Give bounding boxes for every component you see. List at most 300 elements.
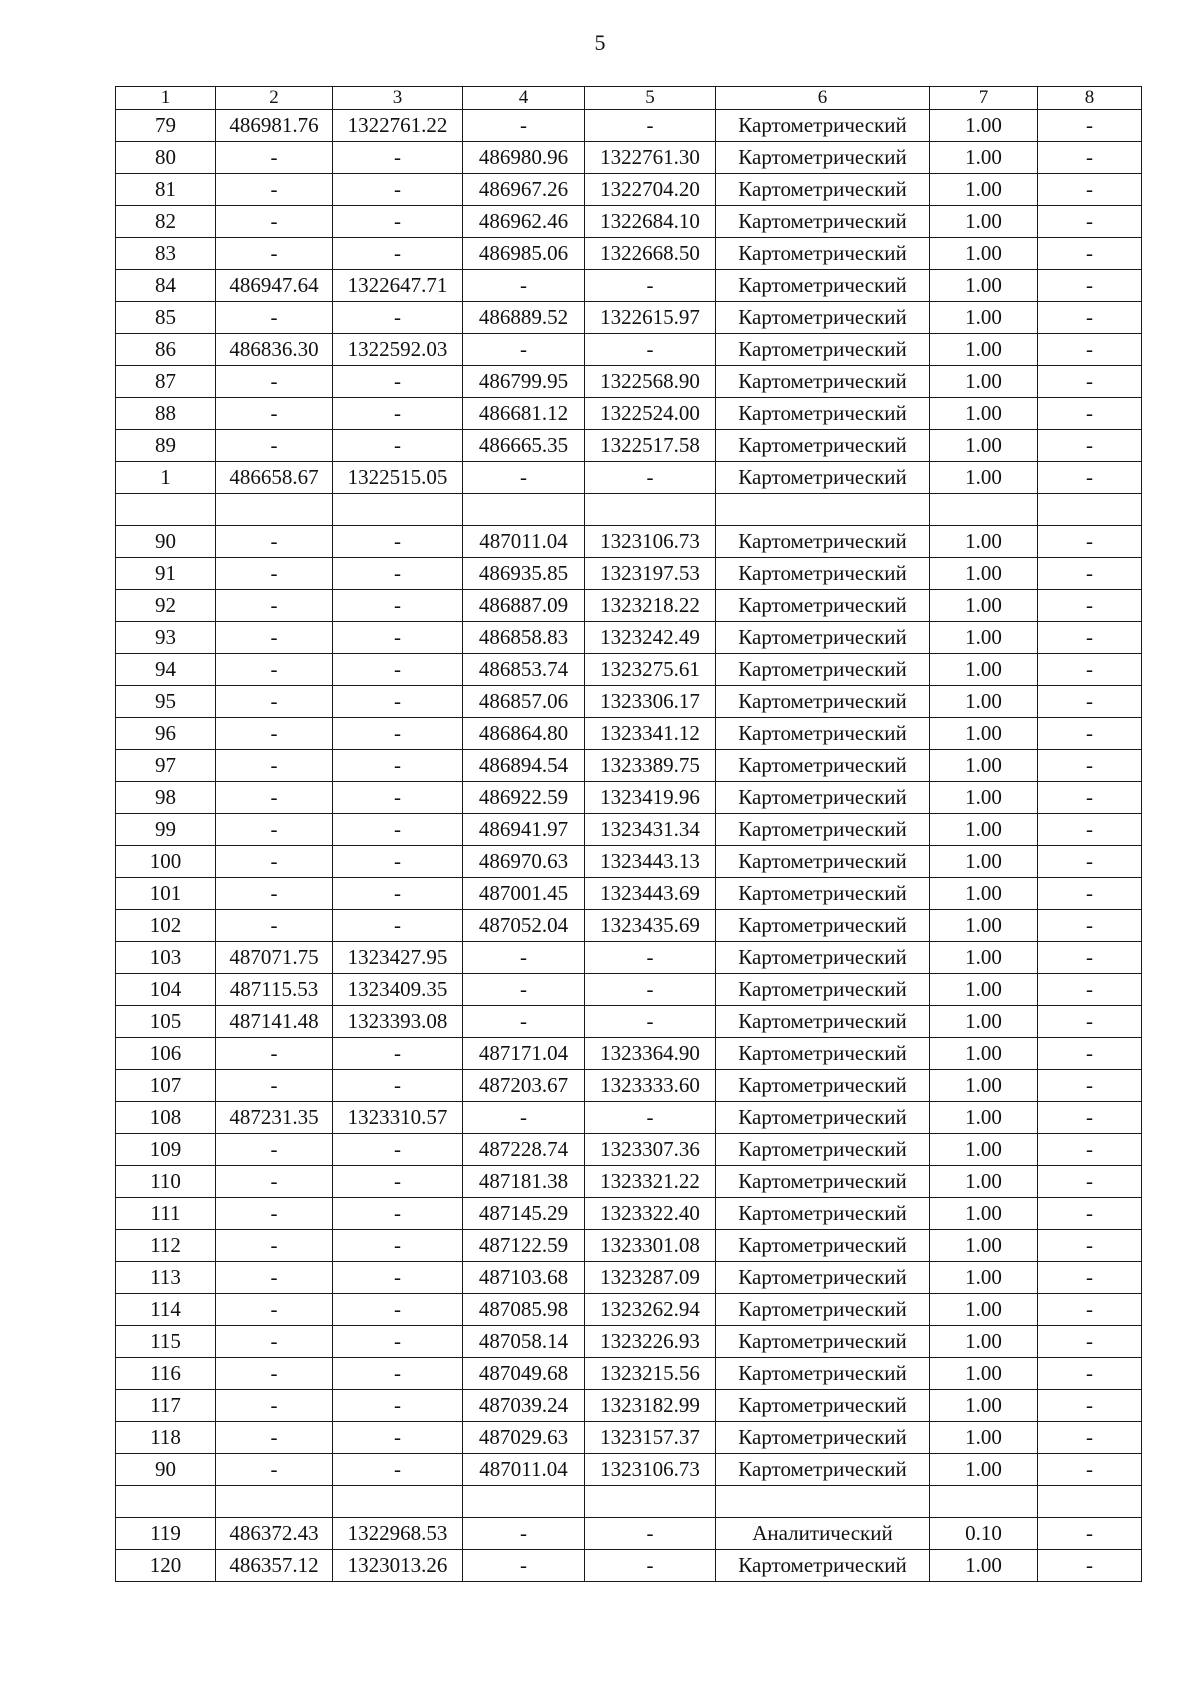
table-cell: 487171.04 xyxy=(463,1038,585,1070)
table-cell: 487228.74 xyxy=(463,1134,585,1166)
table-cell: 1.00 xyxy=(930,1038,1038,1070)
table-cell: 116 xyxy=(116,1358,216,1390)
table-cell: Картометрический xyxy=(716,334,930,366)
table-cell: 1323435.69 xyxy=(585,910,716,942)
table-cell: 1323275.61 xyxy=(585,654,716,686)
table-cell: 120 xyxy=(116,1550,216,1582)
table-cell: - xyxy=(1038,558,1142,590)
table-cell: Картометрический xyxy=(716,270,930,302)
table-cell: 110 xyxy=(116,1166,216,1198)
table-cell: 1.00 xyxy=(930,1294,1038,1326)
table-cell: Картометрический xyxy=(716,1038,930,1070)
table-cell: 1.00 xyxy=(930,1550,1038,1582)
table-cell: - xyxy=(463,942,585,974)
table-cell: 1.00 xyxy=(930,238,1038,270)
table-cell: 1 xyxy=(116,462,216,494)
table-cell: - xyxy=(463,270,585,302)
table-cell: - xyxy=(333,1262,463,1294)
table-row xyxy=(116,1230,1142,1262)
table-row xyxy=(116,750,1142,782)
table-cell: - xyxy=(585,1550,716,1582)
table-cell: - xyxy=(333,590,463,622)
table-cell: Картометрический xyxy=(716,1422,930,1454)
table-cell: 1.00 xyxy=(930,846,1038,878)
table-cell: 1.00 xyxy=(930,718,1038,750)
column-header: 3 xyxy=(333,87,463,110)
table-cell: 101 xyxy=(116,878,216,910)
table-cell: 1.00 xyxy=(930,1358,1038,1390)
table-cell: 86 xyxy=(116,334,216,366)
table-cell: 487029.63 xyxy=(463,1422,585,1454)
table-cell: Картометрический xyxy=(716,1102,930,1134)
table-row xyxy=(116,686,1142,718)
table-cell: 486894.54 xyxy=(463,750,585,782)
table-cell: 1323197.53 xyxy=(585,558,716,590)
table-cell: - xyxy=(216,1454,333,1486)
table-cell: 1323182.99 xyxy=(585,1390,716,1422)
table-cell: 486853.74 xyxy=(463,654,585,686)
table-cell: 1322684.10 xyxy=(585,206,716,238)
table-cell: Картометрический xyxy=(716,366,930,398)
table-cell: - xyxy=(1038,238,1142,270)
table-cell: - xyxy=(216,238,333,270)
table-cell: - xyxy=(585,110,716,142)
table-cell: - xyxy=(1038,430,1142,462)
table-cell: - xyxy=(1038,110,1142,142)
table-cell: - xyxy=(1038,846,1142,878)
table-cell: - xyxy=(1038,910,1142,942)
table-cell: - xyxy=(333,430,463,462)
table-row xyxy=(116,1102,1142,1134)
table-cell: 1.00 xyxy=(930,334,1038,366)
table-cell: - xyxy=(1038,1294,1142,1326)
table-cell: 1322615.97 xyxy=(585,302,716,334)
table-cell: 107 xyxy=(116,1070,216,1102)
table-cell: 487231.35 xyxy=(216,1102,333,1134)
table-cell: 486857.06 xyxy=(463,686,585,718)
table-cell: 1.00 xyxy=(930,430,1038,462)
table-cell xyxy=(216,494,333,526)
table-cell: 1323287.09 xyxy=(585,1262,716,1294)
table-cell: 84 xyxy=(116,270,216,302)
table-cell: Картометрический xyxy=(716,1326,930,1358)
table-row xyxy=(116,174,1142,206)
table-cell: 1322524.00 xyxy=(585,398,716,430)
table-cell: - xyxy=(216,206,333,238)
table-cell: Картометрический xyxy=(716,1134,930,1166)
table-cell: 1.00 xyxy=(930,462,1038,494)
table-row xyxy=(116,1518,1142,1550)
table-cell: 486836.30 xyxy=(216,334,333,366)
table-cell: - xyxy=(333,1390,463,1422)
table-cell: - xyxy=(1038,174,1142,206)
table-cell: - xyxy=(333,174,463,206)
table-cell: - xyxy=(333,750,463,782)
table-cell: 108 xyxy=(116,1102,216,1134)
table-cell: 90 xyxy=(116,526,216,558)
table-cell: - xyxy=(216,590,333,622)
table-cell: - xyxy=(216,1134,333,1166)
table-cell: - xyxy=(1038,750,1142,782)
table-row xyxy=(116,974,1142,1006)
table-cell: - xyxy=(1038,302,1142,334)
table-cell: - xyxy=(216,398,333,430)
table-cell: Картометрический xyxy=(716,718,930,750)
table-cell: Картометрический xyxy=(716,590,930,622)
table-cell: 486889.52 xyxy=(463,302,585,334)
table-cell: 486658.67 xyxy=(216,462,333,494)
table-cell: 486864.80 xyxy=(463,718,585,750)
table-cell: - xyxy=(333,1198,463,1230)
table-cell: 486941.97 xyxy=(463,814,585,846)
table-cell: - xyxy=(1038,1038,1142,1070)
table-cell xyxy=(116,1486,216,1518)
table-cell: - xyxy=(333,622,463,654)
table-cell: - xyxy=(216,814,333,846)
table-cell: - xyxy=(216,1198,333,1230)
table-cell: - xyxy=(216,686,333,718)
table-cell: - xyxy=(1038,1102,1142,1134)
table-row xyxy=(116,238,1142,270)
table-cell: Картометрический xyxy=(716,1006,930,1038)
table-cell: 1323321.22 xyxy=(585,1166,716,1198)
table-cell: - xyxy=(216,1166,333,1198)
table-cell: - xyxy=(1038,142,1142,174)
table-cell: Картометрический xyxy=(716,526,930,558)
table-cell: 96 xyxy=(116,718,216,750)
table-cell: - xyxy=(333,1326,463,1358)
table-cell: 486981.76 xyxy=(216,110,333,142)
table-row xyxy=(116,1166,1142,1198)
table-cell: 486681.12 xyxy=(463,398,585,430)
table-cell: Картометрический xyxy=(716,1358,930,1390)
table-row xyxy=(116,1326,1142,1358)
table-cell: Картометрический xyxy=(716,110,930,142)
table-cell: 1322761.22 xyxy=(333,110,463,142)
table-cell: 487071.75 xyxy=(216,942,333,974)
table-cell: 1323431.34 xyxy=(585,814,716,846)
table-cell: - xyxy=(333,814,463,846)
table-cell: - xyxy=(333,366,463,398)
table-row xyxy=(116,334,1142,366)
table-cell: 487145.29 xyxy=(463,1198,585,1230)
table-cell: Картометрический xyxy=(716,750,930,782)
table-cell: 1.00 xyxy=(930,814,1038,846)
table-cell: 89 xyxy=(116,430,216,462)
table-cell: 1.00 xyxy=(930,142,1038,174)
table-cell: 115 xyxy=(116,1326,216,1358)
table-cell: 486357.12 xyxy=(216,1550,333,1582)
table-cell: 486372.43 xyxy=(216,1518,333,1550)
table-cell: - xyxy=(333,1166,463,1198)
table-cell: - xyxy=(216,654,333,686)
table-cell: - xyxy=(333,846,463,878)
table-cell: 1.00 xyxy=(930,398,1038,430)
table-row xyxy=(116,622,1142,654)
table-header-row xyxy=(116,87,1142,110)
table-cell: 1.00 xyxy=(930,942,1038,974)
table-cell: Картометрический xyxy=(716,910,930,942)
table-row xyxy=(116,590,1142,622)
column-header: 7 xyxy=(930,87,1038,110)
table-cell: - xyxy=(216,622,333,654)
table-cell: 1323106.73 xyxy=(585,526,716,558)
table-cell: Картометрический xyxy=(716,1166,930,1198)
table-row xyxy=(116,878,1142,910)
table-cell: 1323307.36 xyxy=(585,1134,716,1166)
table-cell: 1323409.35 xyxy=(333,974,463,1006)
table-cell: 1322968.53 xyxy=(333,1518,463,1550)
table-cell: - xyxy=(216,1390,333,1422)
table-cell: - xyxy=(585,1518,716,1550)
table-cell: - xyxy=(1038,814,1142,846)
table-cell: 1.00 xyxy=(930,622,1038,654)
table-cell: - xyxy=(216,526,333,558)
table-cell: 1323322.40 xyxy=(585,1198,716,1230)
table-cell: - xyxy=(1038,878,1142,910)
table-cell: 1.00 xyxy=(930,1102,1038,1134)
table-cell: - xyxy=(1038,718,1142,750)
table-cell: 93 xyxy=(116,622,216,654)
table-cell: 1.00 xyxy=(930,206,1038,238)
table-cell: - xyxy=(1038,1358,1142,1390)
table-cell: 486962.46 xyxy=(463,206,585,238)
table-cell: - xyxy=(1038,974,1142,1006)
table-cell: 1323310.57 xyxy=(333,1102,463,1134)
column-header: 5 xyxy=(585,87,716,110)
table-cell xyxy=(1038,494,1142,526)
table-cell xyxy=(333,1486,463,1518)
table-cell: - xyxy=(463,1518,585,1550)
table-cell: 1322704.20 xyxy=(585,174,716,206)
table-cell: 1.00 xyxy=(930,1422,1038,1454)
table-cell: - xyxy=(1038,398,1142,430)
table-cell: - xyxy=(333,1454,463,1486)
table-cell: - xyxy=(585,942,716,974)
table-cell: - xyxy=(333,782,463,814)
table-cell: - xyxy=(1038,1198,1142,1230)
table-cell: Картометрический xyxy=(716,814,930,846)
table-cell: - xyxy=(333,1294,463,1326)
table-cell: 1323393.08 xyxy=(333,1006,463,1038)
table-cell: - xyxy=(1038,1006,1142,1038)
table-cell: - xyxy=(333,686,463,718)
table-cell: 1.00 xyxy=(930,302,1038,334)
table-cell: - xyxy=(216,1358,333,1390)
table-cell: Картометрический xyxy=(716,1454,930,1486)
table-cell: - xyxy=(216,846,333,878)
table-cell: 85 xyxy=(116,302,216,334)
table-cell: 104 xyxy=(116,974,216,1006)
table-cell: 1323215.56 xyxy=(585,1358,716,1390)
table-cell: - xyxy=(1038,1550,1142,1582)
table-cell: - xyxy=(463,462,585,494)
table-cell: 109 xyxy=(116,1134,216,1166)
table-cell: Картометрический xyxy=(716,622,930,654)
table-cell: 486887.09 xyxy=(463,590,585,622)
table-cell: - xyxy=(1038,622,1142,654)
table-row xyxy=(116,1454,1142,1486)
table-cell: 486935.85 xyxy=(463,558,585,590)
table-row xyxy=(116,1358,1142,1390)
table-cell: - xyxy=(333,1230,463,1262)
table-cell: Картометрический xyxy=(716,1262,930,1294)
table-cell: - xyxy=(1038,590,1142,622)
table-cell xyxy=(716,494,930,526)
table-cell: 99 xyxy=(116,814,216,846)
table-cell: - xyxy=(333,398,463,430)
table-cell: 486947.64 xyxy=(216,270,333,302)
table-cell: 1.00 xyxy=(930,782,1038,814)
table-cell: - xyxy=(585,462,716,494)
table-cell: - xyxy=(333,654,463,686)
table-cell: - xyxy=(333,142,463,174)
table-cell: - xyxy=(1038,526,1142,558)
table-cell: 1322517.58 xyxy=(585,430,716,462)
table-cell: 486967.26 xyxy=(463,174,585,206)
table-cell: 487039.24 xyxy=(463,1390,585,1422)
table-cell: 100 xyxy=(116,846,216,878)
table-cell: - xyxy=(1038,366,1142,398)
table-cell: 487011.04 xyxy=(463,1454,585,1486)
table-cell: - xyxy=(1038,1166,1142,1198)
table-cell: Аналитический xyxy=(716,1518,930,1550)
table-cell xyxy=(333,494,463,526)
table-separator-row xyxy=(116,1486,1142,1518)
table-row xyxy=(116,1294,1142,1326)
table-cell: 1322568.90 xyxy=(585,366,716,398)
table-cell: - xyxy=(216,366,333,398)
table-cell xyxy=(1038,1486,1142,1518)
table-cell: - xyxy=(585,974,716,1006)
table-cell: 1.00 xyxy=(930,1166,1038,1198)
table-cell: - xyxy=(1038,206,1142,238)
table-row xyxy=(116,462,1142,494)
table-cell: - xyxy=(333,238,463,270)
table-cell: 1.00 xyxy=(930,1006,1038,1038)
table-cell: Картометрический xyxy=(716,942,930,974)
table-cell: 1322668.50 xyxy=(585,238,716,270)
table-cell: Картометрический xyxy=(716,1070,930,1102)
table-cell: - xyxy=(585,334,716,366)
table-cell: 1.00 xyxy=(930,1326,1038,1358)
table-row xyxy=(116,1006,1142,1038)
table-row xyxy=(116,1422,1142,1454)
table-row xyxy=(116,782,1142,814)
table-cell: - xyxy=(463,1006,585,1038)
table-cell: - xyxy=(216,430,333,462)
table-cell: - xyxy=(216,1262,333,1294)
table-cell: 82 xyxy=(116,206,216,238)
table-cell: Картометрический xyxy=(716,1198,930,1230)
table-cell: 1323333.60 xyxy=(585,1070,716,1102)
table-cell: - xyxy=(463,110,585,142)
table-cell: 1.00 xyxy=(930,1198,1038,1230)
table-cell: 487141.48 xyxy=(216,1006,333,1038)
table-row xyxy=(116,942,1142,974)
table-cell: Картометрический xyxy=(716,1390,930,1422)
table-cell: - xyxy=(463,1550,585,1582)
table-cell: 1322515.05 xyxy=(333,462,463,494)
table-cell: - xyxy=(1038,1230,1142,1262)
table-cell: 1.00 xyxy=(930,686,1038,718)
table-cell: - xyxy=(216,558,333,590)
table-row xyxy=(116,206,1142,238)
table-row xyxy=(116,1550,1142,1582)
table-cell: - xyxy=(1038,1518,1142,1550)
table-cell xyxy=(585,1486,716,1518)
table-cell: 487001.45 xyxy=(463,878,585,910)
table-cell: 97 xyxy=(116,750,216,782)
table-cell: 1.00 xyxy=(930,878,1038,910)
table-cell: 1322761.30 xyxy=(585,142,716,174)
table-cell: 486922.59 xyxy=(463,782,585,814)
column-header: 6 xyxy=(716,87,930,110)
table-cell: 95 xyxy=(116,686,216,718)
table-cell: - xyxy=(463,1102,585,1134)
table-row xyxy=(116,1070,1142,1102)
table-cell: 487049.68 xyxy=(463,1358,585,1390)
table-cell: - xyxy=(216,1038,333,1070)
table-cell: 88 xyxy=(116,398,216,430)
table-cell: - xyxy=(333,206,463,238)
table-cell: Картометрический xyxy=(716,846,930,878)
table-cell: Картометрический xyxy=(716,878,930,910)
table-cell: 486858.83 xyxy=(463,622,585,654)
table-row xyxy=(116,270,1142,302)
table-row xyxy=(116,110,1142,142)
table-cell: - xyxy=(216,1422,333,1454)
table-cell: - xyxy=(333,526,463,558)
table-cell: - xyxy=(1038,1070,1142,1102)
table-cell: - xyxy=(333,1134,463,1166)
table-cell: - xyxy=(333,1070,463,1102)
table-cell: 92 xyxy=(116,590,216,622)
table-row xyxy=(116,910,1142,942)
table-row xyxy=(116,526,1142,558)
table-cell xyxy=(463,494,585,526)
table-cell: 487052.04 xyxy=(463,910,585,942)
table-cell: 1323419.96 xyxy=(585,782,716,814)
table-row xyxy=(116,558,1142,590)
table-cell xyxy=(585,494,716,526)
table-cell xyxy=(930,494,1038,526)
table-cell: 90 xyxy=(116,1454,216,1486)
table-cell: 119 xyxy=(116,1518,216,1550)
table-cell xyxy=(463,1486,585,1518)
table-row xyxy=(116,1198,1142,1230)
table-cell: - xyxy=(216,910,333,942)
table-cell: 106 xyxy=(116,1038,216,1070)
table-cell: 118 xyxy=(116,1422,216,1454)
table-cell: - xyxy=(216,750,333,782)
table-cell: Картометрический xyxy=(716,430,930,462)
table-cell: - xyxy=(216,878,333,910)
table-cell: 1.00 xyxy=(930,110,1038,142)
table-cell: 1323262.94 xyxy=(585,1294,716,1326)
table-cell: - xyxy=(216,1070,333,1102)
table-cell: 486980.96 xyxy=(463,142,585,174)
table-cell: 487115.53 xyxy=(216,974,333,1006)
table-cell: Картометрический xyxy=(716,302,930,334)
table-cell: 105 xyxy=(116,1006,216,1038)
table-separator-row xyxy=(116,494,1142,526)
table-cell: - xyxy=(1038,462,1142,494)
table-cell: 1.00 xyxy=(930,1262,1038,1294)
table-row xyxy=(116,1390,1142,1422)
table-cell: 1323242.49 xyxy=(585,622,716,654)
table-cell: - xyxy=(1038,1422,1142,1454)
